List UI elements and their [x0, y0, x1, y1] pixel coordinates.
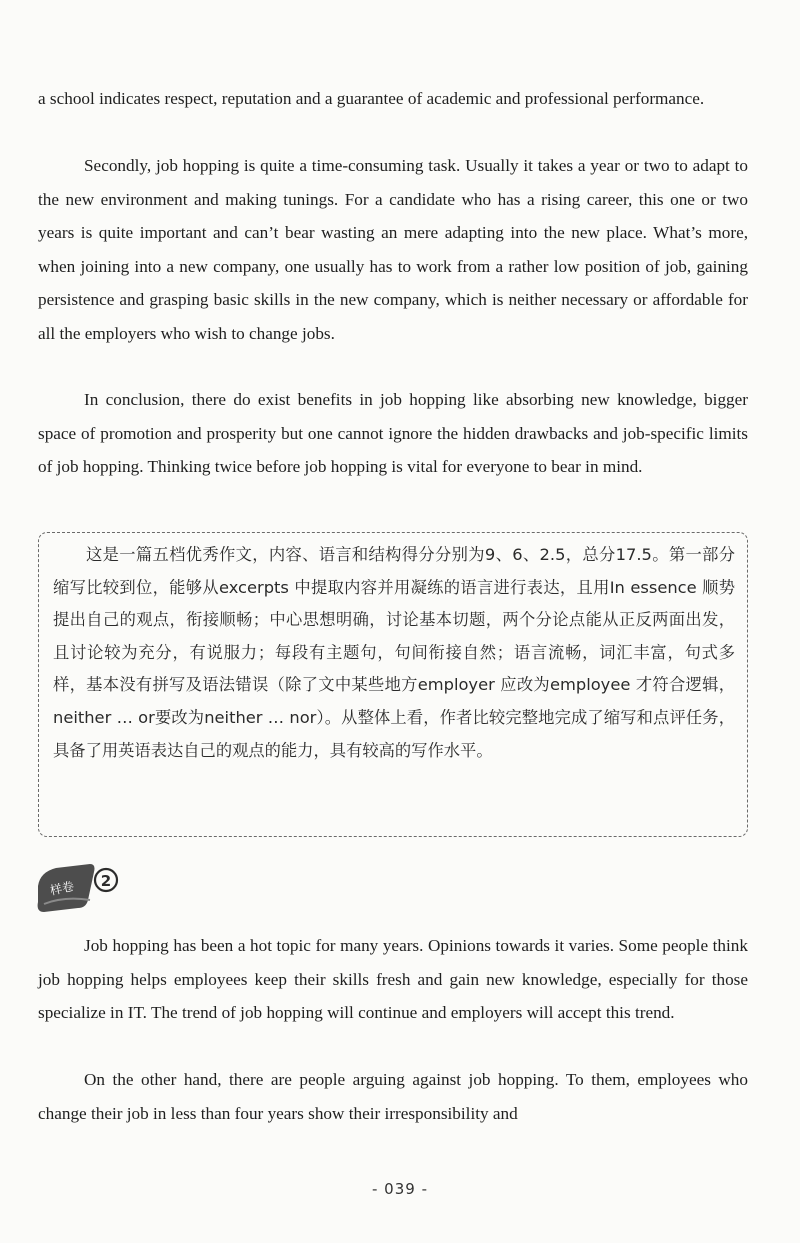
- sample-badge: [34, 856, 124, 916]
- sample-badge-number: 2: [100, 872, 112, 890]
- sample-badge-label: 样卷: [48, 879, 76, 898]
- paragraph-4: Job hopping has been a hot topic for many years. Opinions towards it varies. Some people think job hopping helps employees keep their skills fresh and gain new knowledge, especially for those specialize in IT. The trend of job hopping will continue and employers will accept this trend.: [38, 936, 748, 1023]
- page-number: - 039 -: [372, 1180, 428, 1198]
- comment-box: [38, 532, 748, 837]
- comment-text: 这是一篇五档优秀作文，内容、语言和结构得分分别为9、6、2.5，总分17.5。第一部分缩写比较到位，能够从excerpts 中提取内容并用凝练的语言进行表达，且用In essence 顺势提出自己的观点，衔接顺畅；中心思想明确，讨论基本切题，两个分论点能从正反两面出发，且讨论较为充分，有说服力；每段有主题句，句间衔接自然；语言流畅，词汇丰富，句式多样，基本没有拼写及语法错误（除了文中某些地方employer 应改为employee 才符合逻辑，neither … or要改为neither … nor）。从整体上看，作者比较完整地完成了缩写和点评任务，具备了用英语表达自己的观点的能力，具有较高的写作水平。: [53, 545, 735, 760]
- paragraph-1: a school indicates respect, reputation and a guarantee of academic and professional performance.: [38, 89, 705, 108]
- paragraph-5: On the other hand, there are people arguing against job hopping. To them, employees who change their job in less than four years show their irresponsibility and: [38, 1070, 748, 1123]
- paragraph-3: In conclusion, there do exist benefits in job hopping like absorbing new knowledge, bigger space of promotion and prosperity but one cannot ignore the hidden drawbacks and job-specific limits of job hopping. Thinking twice before job hopping is vital for everyone to bear in mind.: [38, 390, 748, 477]
- paragraph-2: Secondly, job hopping is quite a time-consuming task. Usually it takes a year or two to adapt to the new environment and making tunings. For a candidate who has a rising career, this one or two years is quite important and can’t bear wasting an mere adapting into the new place. What’s more, when joining into a new company, one usually has to work from a rather low position of job, gaining persistence and grasping basic skills in the new company, which is neither necessary or affordable for all the employers who wish to change jobs.: [38, 156, 748, 343]
